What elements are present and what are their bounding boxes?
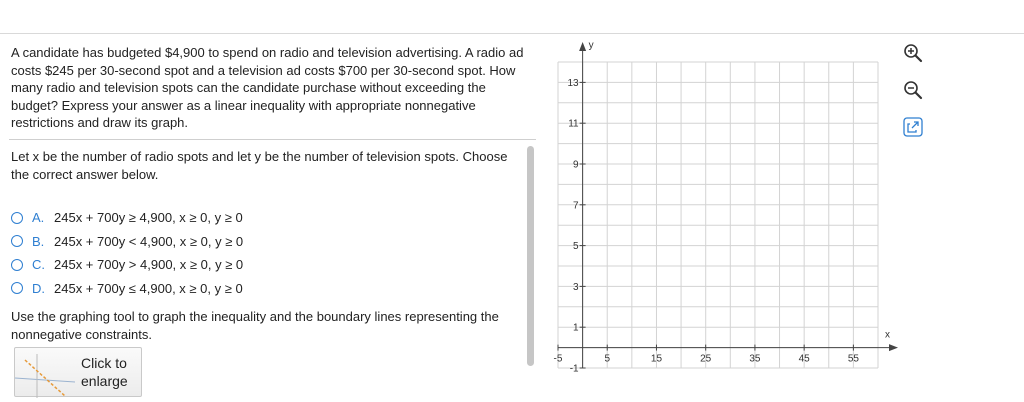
y-axis-arrow [579,42,586,51]
x-tick-label: 55 [847,353,859,365]
x-tick-label: 35 [749,353,761,365]
choice-text: 245x + 700y ≤ 4,900, x ≥ 0, y ≥ 0 [54,280,243,296]
x-tick-label: -5 [553,353,563,365]
x-axis-label: x [885,329,890,341]
choice-letter: D. [32,280,45,296]
radio-button[interactable] [11,282,23,294]
radio-button[interactable] [11,235,23,247]
choice-text: 245x + 700y < 4,900, x ≥ 0, y ≥ 0 [54,233,244,249]
choice-a[interactable] [11,206,243,230]
zoom-in-icon[interactable] [902,42,924,64]
instruction-text: Use the graphing tool to graph the inequality and the boundary lines representing the nonnegative constraints. [11,309,499,342]
choice-letter: C. [32,257,45,273]
graph-thumbnail-button[interactable] [14,347,142,397]
choice-text: 245x + 700y ≥ 4,900, x ≥ 0, y ≥ 0 [54,210,243,226]
x-tick-label: 5 [604,353,611,365]
y-tick-label: 1 [573,322,579,334]
choice-c[interactable] [11,253,243,277]
y-tick-label: 11 [568,118,579,130]
y-tick-label: 9 [573,159,579,171]
zoom-out-icon[interactable] [902,79,924,101]
radio-button[interactable] [11,259,23,271]
y-axis-label: y [588,40,594,51]
thumbnail-label: Click to enlarge [81,355,128,389]
answer-choices [11,206,243,300]
prompt-text: Let x be the number of radio spots and let y be the number of television spots. Choose the correct answer below. [11,149,508,182]
question-divider [9,139,536,140]
y-tick-label: 5 [573,241,579,253]
y-tick-label: 13 [567,77,579,89]
popout-icon[interactable] [902,116,924,138]
choice-d[interactable] [11,277,243,301]
question-text: A candidate has budgeted $4,900 to spend on radio and television advertising. A radio ad costs $245 per 30-second spot and a television ad costs $700 per 30-second spot. How many radio and television spots can the candidate purchase without exceeding the budget? Express your answer as a linear inequality with appropriate nonnegative restrictions and draw its graph. [11,45,524,130]
x-tick-label: 15 [650,353,663,365]
x-tick-label: 45 [798,353,810,365]
choice-letter: B. [32,233,45,249]
graph-thumbnail-icon [15,348,75,398]
choice-letter: A. [32,210,45,226]
choice-text: 245x + 700y > 4,900, x ≥ 0, y ≥ 0 [54,257,244,273]
choice-b[interactable] [11,230,243,254]
y-tick-label: 7 [573,200,579,212]
y-tick-label: -1 [569,363,579,375]
y-tick-label: 3 [573,281,579,293]
x-tick-label: 25 [700,353,712,365]
x-axis-arrow [889,344,898,351]
radio-button[interactable] [11,212,23,224]
scrollbar[interactable] [527,146,534,366]
coordinate-graph[interactable] [553,38,898,383]
top-divider [0,33,1024,34]
